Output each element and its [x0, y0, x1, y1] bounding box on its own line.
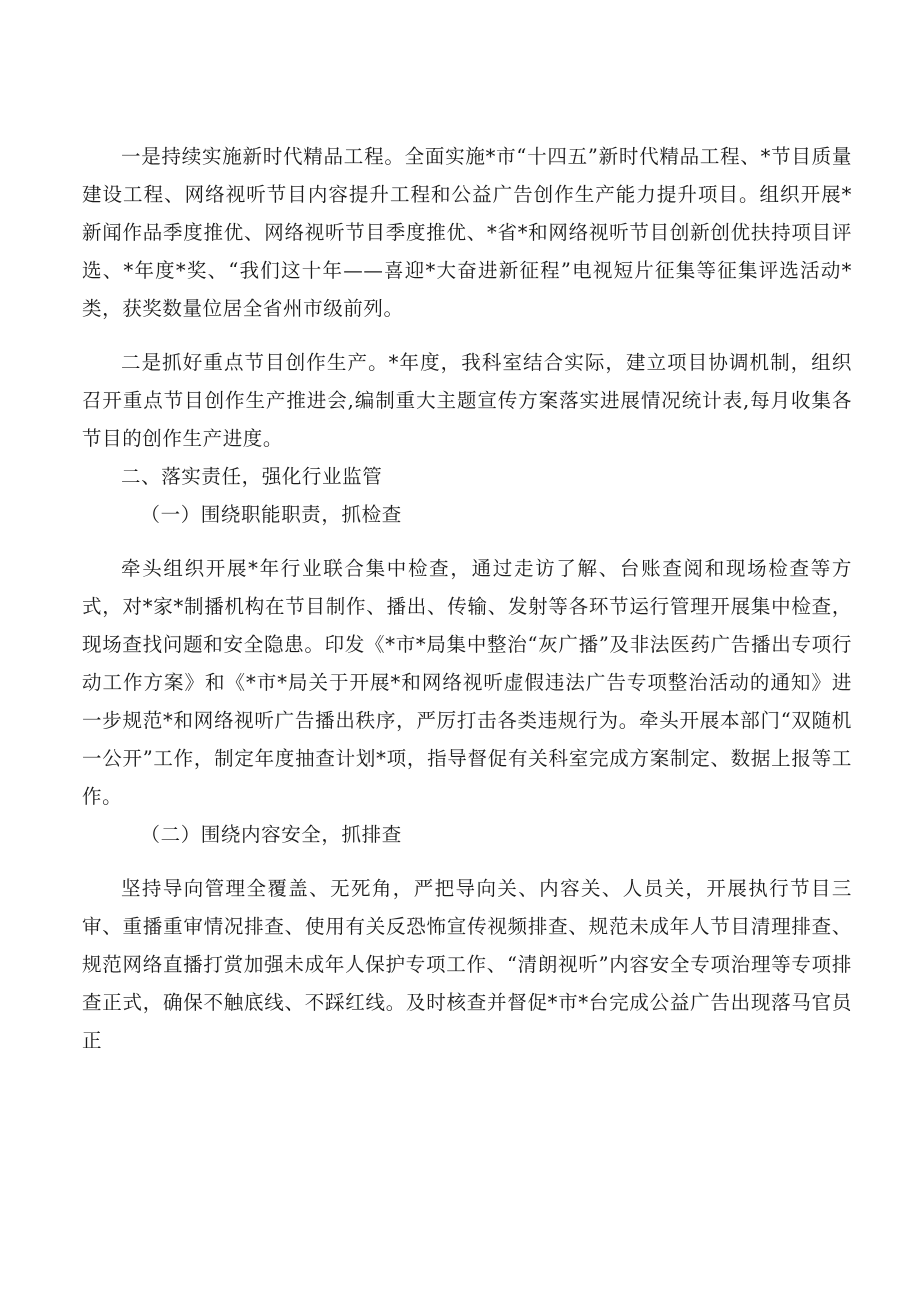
paragraph-content-review: 坚持导向管理全覆盖、无死角，严把导向关、内容关、人员关，开展执行节目三审、重播重审情况排查、使用有关反恐怖宣传视频排查、规范未成年人节目清理排查、规范网络直播打赏加强未成年人保护专项工作、“清朗视听”内容安全专项治理等专项排查正式，确保不触底线、不踩红线。及时核查并督促*市*台完成公益广告出现落马官员正	[82, 877, 852, 1052]
paragraph-quality-projects: 一是持续实施新时代精品工程。全面实施*市“十四五”新时代精品工程、*节目质量建设工程、网络视听节目内容提升工程和公益广告创作生产能力提升项目。组织开展*新闻作品季度推优、网络视听节目季度推优、*省*和网络视听节目创新创优扶持项目评选、*年度*奖、“我们这十年——喜迎*大奋进新征程”电视短片征集等征集评选活动*类，获奖数量位居全省州市级前列。	[82, 145, 852, 320]
section-heading: 二、落实责任，强化行业监管	[121, 465, 383, 488]
paragraph-joint-inspection: 牵头组织开展*年行业联合集中检查，通过走访了解、台账查阅和现场检查等方式，对*家*制播机构在节目制作、播出、传输、发射等各环节运行管理开展集中检查，现场查找问题和安全隐患。印发《*市*局集中整治“灰广播”及非法医药广告播出专项行动工作方案》和《*市*局关于开展*和网络视听虚假违法广告专项整治活动的通知》进一步规范*和网络视听广告播出秩序，严厉打击各类违规行为。牵头开展本部门“双随机一公开”工作，制定年度抽查计划*项，指导督促有关科室完成方案制定、数据上报等工作。	[82, 557, 852, 808]
subheading-inspection: （一）围绕职能职责，抓检查	[140, 503, 402, 526]
subheading-content-safety: （二）围绕内容安全，抓排查	[140, 823, 402, 846]
document-body	[82, 138, 852, 1060]
paragraph-key-programs: 二是抓好重点节目创作生产。*年度，我科室结合实际，建立项目协调机制，组织召开重点节目创作生产推进会,编制重大主题宣传方案落实进展情况统计表,每月收集各节目的创作生产进度。	[82, 351, 852, 450]
